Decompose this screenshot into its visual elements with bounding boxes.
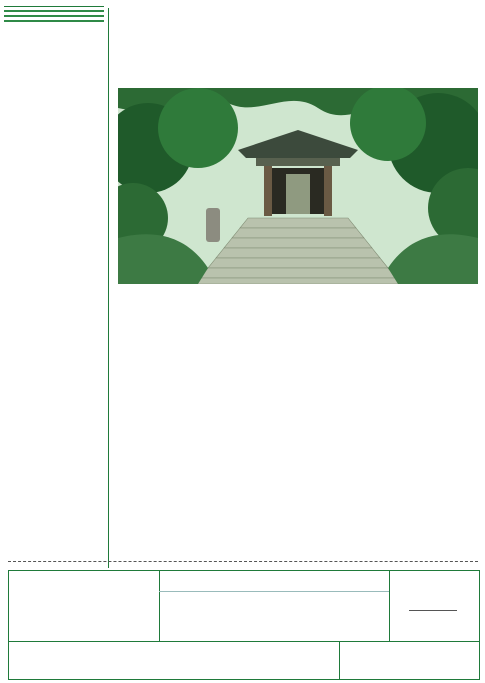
age-field[interactable]: [409, 609, 457, 611]
application-form: [8, 570, 480, 680]
schedule-day2-header: [4, 15, 104, 17]
cut-line: [8, 556, 478, 566]
name-field[interactable]: [184, 595, 384, 635]
temple-photo-illustration: [118, 88, 478, 284]
divider-line: [108, 8, 109, 568]
schedule-title: [4, 4, 104, 7]
schedule-day1-header: [4, 10, 104, 12]
temple-photo: [118, 88, 478, 284]
schedule-panel: [4, 4, 104, 574]
count-field[interactable]: [387, 663, 449, 673]
schedule-day3-header: [4, 20, 104, 22]
address-field[interactable]: [29, 655, 329, 675]
cut-line-dash: [8, 561, 478, 562]
